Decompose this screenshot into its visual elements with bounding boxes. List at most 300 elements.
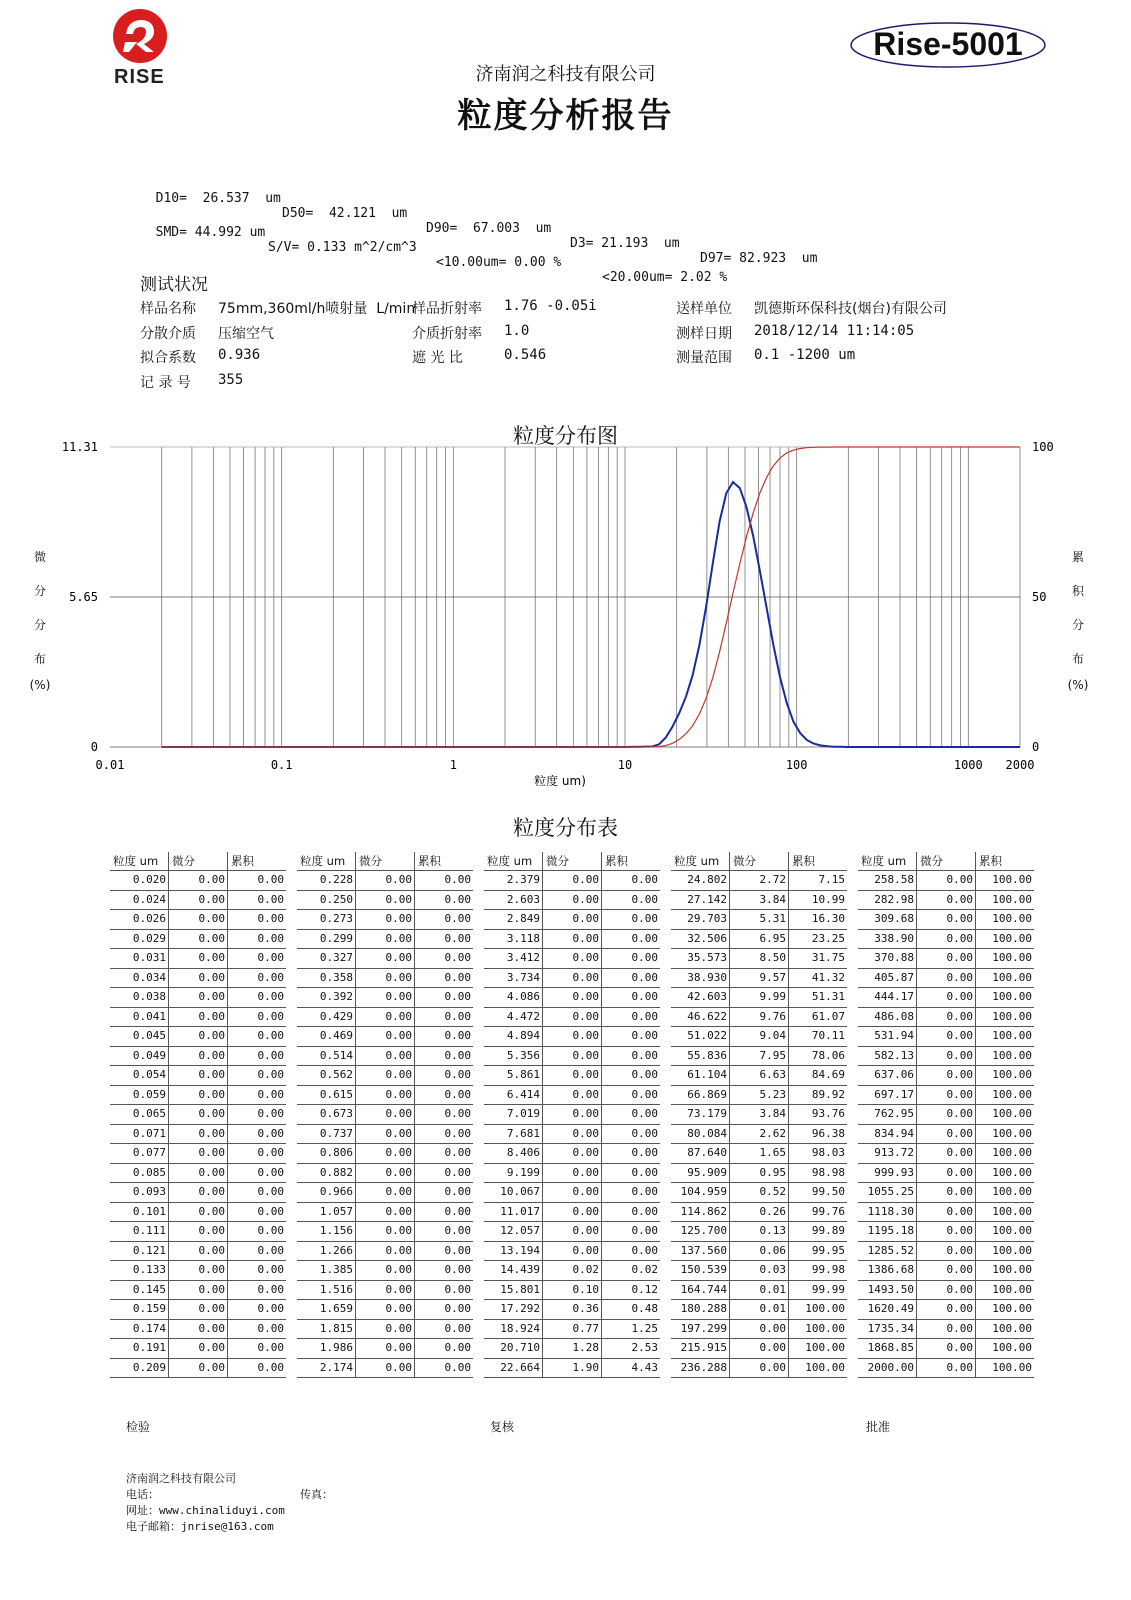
table-cell: 7.019	[484, 1105, 543, 1125]
table-cell: 0.00	[415, 1241, 474, 1261]
table-row	[671, 1183, 847, 1203]
sign-inspect: 检验	[126, 1420, 151, 1434]
table-row	[858, 1085, 1034, 1105]
table-cell: 3.734	[484, 968, 543, 988]
table-row	[484, 910, 660, 930]
table-cell: 100.00	[976, 1124, 1035, 1144]
table-cell: 0.00	[602, 1027, 661, 1047]
table-cell: 164.744	[671, 1280, 730, 1300]
table-row	[484, 1261, 660, 1281]
table-cell: 100.00	[976, 1144, 1035, 1164]
table-cell: 61.104	[671, 1066, 730, 1086]
footer-fax: 传真：	[300, 1488, 333, 1501]
company-name: 济南润之科技有限公司	[475, 64, 656, 85]
table-row	[297, 1280, 473, 1300]
table-cell: 0.00	[356, 1261, 415, 1281]
table-row	[671, 968, 847, 988]
table-row	[858, 1105, 1034, 1125]
table-cell: 100.00	[976, 1066, 1035, 1086]
table-row	[484, 1085, 660, 1105]
table-cell: 0.00	[415, 1027, 474, 1047]
table-cell: 0.145	[110, 1280, 169, 1300]
table-cell: 0.00	[917, 1222, 976, 1242]
footer-website: 网址：www.chinaliduyi.com	[126, 1504, 285, 1517]
table-cell: 100.00	[976, 1261, 1035, 1281]
table-row	[858, 871, 1034, 891]
table-cell: 0.00	[228, 1144, 287, 1164]
table-cell: 5.356	[484, 1046, 543, 1066]
table-cell: 0.00	[169, 1261, 228, 1281]
table-header-cell: 粒度 um	[110, 852, 169, 871]
table-cell: 9.04	[730, 1027, 789, 1047]
table-row	[110, 1163, 286, 1183]
table-cell: 1.25	[602, 1319, 661, 1339]
table-cell: 0.12	[602, 1280, 661, 1300]
table-cell: 0.806	[297, 1144, 356, 1164]
table-cell: 0.00	[917, 1261, 976, 1281]
table-cell: 99.99	[789, 1280, 848, 1300]
table-row	[110, 949, 286, 969]
table-cell: 99.89	[789, 1222, 848, 1242]
table-row	[297, 1124, 473, 1144]
table-row	[858, 1163, 1034, 1183]
table-cell: 0.00	[169, 1007, 228, 1027]
table-cell: 697.17	[858, 1085, 917, 1105]
table-cell: 0.00	[169, 1202, 228, 1222]
table-cell: 42.603	[671, 988, 730, 1008]
table-cell: 0.00	[356, 1027, 415, 1047]
table-cell: 0.36	[543, 1300, 602, 1320]
footer-email: 电子邮箱：jnrise@163.com	[126, 1520, 274, 1533]
table-row	[671, 1144, 847, 1164]
table-cell: 17.292	[484, 1300, 543, 1320]
table-row	[671, 1241, 847, 1261]
table-row	[858, 1339, 1034, 1359]
y-left-label-char: 分	[33, 584, 46, 598]
table-cell: 0.00	[415, 929, 474, 949]
table-cell: 0.00	[602, 1183, 661, 1203]
table-cell: 98.98	[789, 1163, 848, 1183]
table-cell: 0.121	[110, 1241, 169, 1261]
value-obscuration: 0.546	[504, 347, 547, 363]
table-row	[110, 1319, 286, 1339]
table-cell: 0.00	[415, 1066, 474, 1086]
table-cell: 104.959	[671, 1183, 730, 1203]
table-cell: 0.00	[169, 1163, 228, 1183]
table-cell: 0.10	[543, 1280, 602, 1300]
table-cell: 0.00	[228, 949, 287, 969]
table-cell: 0.00	[917, 1339, 976, 1359]
table-cell: 0.00	[602, 1085, 661, 1105]
table-row	[484, 929, 660, 949]
y-left-label-char: 分	[33, 618, 46, 632]
table-cell: 100.00	[976, 1358, 1035, 1378]
table-cell: 0.562	[297, 1066, 356, 1086]
model-name: Rise-5001	[873, 26, 1023, 62]
table-cell: 0.48	[602, 1300, 661, 1320]
table-cell: 0.00	[602, 1222, 661, 1242]
table-cell: 0.00	[543, 1144, 602, 1164]
table-cell: 0.00	[543, 949, 602, 969]
y-right-label-char: 分	[1071, 618, 1084, 632]
table-cell: 0.737	[297, 1124, 356, 1144]
table-cell: 0.00	[602, 1105, 661, 1125]
table-row	[110, 1358, 286, 1378]
table-cell: 0.514	[297, 1046, 356, 1066]
table-cell: 0.392	[297, 988, 356, 1008]
table-cell: 834.94	[858, 1124, 917, 1144]
table-cell: 0.00	[169, 1144, 228, 1164]
table-row	[858, 1222, 1034, 1242]
table-cell: 0.358	[297, 968, 356, 988]
footer-company: 济南润之科技有限公司	[126, 1472, 236, 1485]
table-row	[297, 1183, 473, 1203]
table-block	[484, 852, 660, 1378]
table-cell: 0.00	[169, 1280, 228, 1300]
table-cell: 0.00	[917, 1066, 976, 1086]
table-cell: 0.00	[228, 1339, 287, 1359]
table-cell: 0.00	[228, 1046, 287, 1066]
table-row	[484, 1105, 660, 1125]
table-cell: 0.00	[169, 910, 228, 930]
table-row	[110, 1339, 286, 1359]
table-cell: 0.00	[415, 1319, 474, 1339]
value-medium-ri: 1.0	[504, 323, 530, 339]
label-obscuration: 遮 光 比	[412, 350, 463, 366]
table-cell: 0.00	[602, 1007, 661, 1027]
table-cell: 0.00	[917, 988, 976, 1008]
table-row	[671, 1358, 847, 1378]
table-cell: 0.00	[917, 929, 976, 949]
table-cell: 0.00	[602, 1066, 661, 1086]
table-cell: 0.00	[602, 988, 661, 1008]
table-row	[297, 1144, 473, 1164]
table-cell: 0.00	[415, 1144, 474, 1164]
differential-series-line	[162, 482, 1020, 747]
table-cell: 100.00	[789, 1339, 848, 1359]
table-cell: 0.00	[356, 1163, 415, 1183]
table-row	[484, 1027, 660, 1047]
table-row	[671, 1300, 847, 1320]
table-cell: 0.00	[543, 1241, 602, 1261]
table-cell: 5.861	[484, 1066, 543, 1086]
table-row	[858, 1027, 1034, 1047]
table-row	[858, 929, 1034, 949]
table-cell: 0.00	[415, 1163, 474, 1183]
table-cell: 0.00	[169, 1105, 228, 1125]
table-cell: 582.13	[858, 1046, 917, 1066]
table-cell: 46.622	[671, 1007, 730, 1027]
table-cell: 96.38	[789, 1124, 848, 1144]
table-row	[110, 968, 286, 988]
y-left-label-char: 布	[33, 652, 46, 666]
table-cell: 8.406	[484, 1144, 543, 1164]
table-cell: 0.00	[356, 1280, 415, 1300]
table-cell: 0.299	[297, 929, 356, 949]
table-cell: 1.385	[297, 1261, 356, 1281]
x-tick-label: 2000	[1005, 758, 1035, 772]
table-header-cell: 微分	[543, 852, 602, 871]
table-cell: 0.00	[356, 949, 415, 969]
table-row	[858, 1202, 1034, 1222]
table-cell: 0.00	[602, 1202, 661, 1222]
table-row	[671, 929, 847, 949]
table-cell: 0.00	[228, 1300, 287, 1320]
table-cell: 913.72	[858, 1144, 917, 1164]
label-sender: 送样单位	[676, 301, 732, 317]
table-cell: 0.209	[110, 1358, 169, 1378]
table-cell: 0.00	[917, 1105, 976, 1125]
table-cell: 100.00	[789, 1300, 848, 1320]
table-cell: 0.00	[543, 968, 602, 988]
table-cell: 6.414	[484, 1085, 543, 1105]
table-cell: 9.76	[730, 1007, 789, 1027]
table-row	[297, 1300, 473, 1320]
table-cell: 51.31	[789, 988, 848, 1008]
value-sample-name: 75mm,360ml/h喷射量 L/min	[218, 301, 416, 317]
table-cell: 0.00	[602, 1124, 661, 1144]
table-cell: 6.63	[730, 1066, 789, 1086]
y-right-label-char: 积	[1071, 584, 1084, 598]
stat-lt20: <20.00um= 2.02 %	[602, 270, 728, 285]
table-cell: 0.966	[297, 1183, 356, 1203]
table-cell: 0.00	[228, 871, 287, 891]
label-medium-ri: 介质折射率	[412, 326, 482, 342]
table-row	[858, 1241, 1034, 1261]
stat-d50: D50= 42.121 um	[282, 206, 408, 221]
table-cell: 12.057	[484, 1222, 543, 1242]
table-cell: 0.077	[110, 1144, 169, 1164]
table-cell: 100.00	[976, 1319, 1035, 1339]
table-cell: 1.659	[297, 1300, 356, 1320]
table-cell: 0.00	[602, 910, 661, 930]
label-sample-ri: 样品折射率	[412, 301, 482, 317]
table-cell: 0.00	[169, 1319, 228, 1339]
table-row	[484, 1202, 660, 1222]
table-cell: 31.75	[789, 949, 848, 969]
y-right-tick-label: 100	[1032, 440, 1054, 454]
table-cell: 180.288	[671, 1300, 730, 1320]
table-cell: 23.25	[789, 929, 848, 949]
table-cell: 0.00	[169, 1339, 228, 1359]
table-cell: 100.00	[976, 1105, 1035, 1125]
table-cell: 51.022	[671, 1027, 730, 1047]
x-tick-label: 0.01	[95, 758, 125, 772]
y-left-label-char: 微	[33, 550, 46, 564]
table-row	[484, 890, 660, 910]
table-row	[671, 1007, 847, 1027]
table-cell: 98.03	[789, 1144, 848, 1164]
y-left-tick-label: 5.65	[69, 590, 98, 605]
table-cell: 0.00	[917, 1046, 976, 1066]
table-row	[671, 1124, 847, 1144]
table-cell: 99.50	[789, 1183, 848, 1203]
table-header-cell: 微分	[356, 852, 415, 871]
table-cell: 100.00	[976, 910, 1035, 930]
value-sender: 凯德斯环保科技(烟台)有限公司	[754, 301, 947, 317]
table-cell: 0.071	[110, 1124, 169, 1144]
table-cell: 1386.68	[858, 1261, 917, 1281]
particle-size-chart	[0, 440, 1131, 800]
table-cell: 0.00	[228, 1066, 287, 1086]
conditions-heading: 测试状况	[140, 275, 208, 295]
table-cell: 35.573	[671, 949, 730, 969]
table-cell: 9.199	[484, 1163, 543, 1183]
table-row	[484, 1163, 660, 1183]
y-left-tick-label: 0	[90, 740, 98, 754]
y-right-tick-label: 0	[1032, 740, 1040, 754]
table-row	[858, 1358, 1034, 1378]
x-tick-label: 0.1	[270, 758, 293, 772]
table-row	[858, 1046, 1034, 1066]
table-cell: 0.00	[543, 871, 602, 891]
table-cell: 0.95	[730, 1163, 789, 1183]
table-cell: 0.00	[917, 1202, 976, 1222]
x-tick-label: 1000	[953, 758, 983, 772]
label-sample-name: 样品名称	[140, 301, 196, 317]
table-row	[484, 1280, 660, 1300]
table-cell: 0.00	[917, 1241, 976, 1261]
table-cell: 0.250	[297, 890, 356, 910]
table-cell: 0.00	[602, 949, 661, 969]
table-cell: 14.439	[484, 1261, 543, 1281]
table-cell: 0.085	[110, 1163, 169, 1183]
stat-d90: D90= 67.003 um	[426, 221, 552, 236]
table-header-row	[671, 852, 847, 871]
table-row	[858, 910, 1034, 930]
table-cell: 2.603	[484, 890, 543, 910]
table-cell: 0.00	[169, 1358, 228, 1378]
table-row	[484, 871, 660, 891]
table-header-cell: 微分	[730, 852, 789, 871]
table-cell: 0.00	[543, 1163, 602, 1183]
table-row	[110, 929, 286, 949]
table-cell: 309.68	[858, 910, 917, 930]
table-cell: 0.00	[169, 1124, 228, 1144]
y-right-label-char: 累	[1071, 550, 1084, 564]
table-cell: 5.23	[730, 1085, 789, 1105]
table-cell: 0.00	[169, 890, 228, 910]
table-cell: 197.299	[671, 1319, 730, 1339]
table-cell: 0.00	[356, 1007, 415, 1027]
table-row	[671, 988, 847, 1008]
table-row	[858, 1319, 1034, 1339]
sign-review: 复核	[490, 1420, 515, 1434]
table-cell: 38.930	[671, 968, 730, 988]
table-cell: 1493.50	[858, 1280, 917, 1300]
table-cell: 2000.00	[858, 1358, 917, 1378]
table-cell: 0.00	[356, 968, 415, 988]
table-cell: 1055.25	[858, 1183, 917, 1203]
table-cell: 1.65	[730, 1144, 789, 1164]
value-record: 355	[218, 372, 244, 388]
table-cell: 0.228	[297, 871, 356, 891]
table-cell: 0.00	[228, 1261, 287, 1281]
table-row	[297, 1339, 473, 1359]
table-row	[297, 1085, 473, 1105]
table-header-cell: 粒度 um	[297, 852, 356, 871]
table-cell: 13.194	[484, 1241, 543, 1261]
table-cell: 0.00	[415, 1280, 474, 1300]
table-cell: 1868.85	[858, 1339, 917, 1359]
table-cell: 114.862	[671, 1202, 730, 1222]
table-cell: 100.00	[789, 1319, 848, 1339]
table-row	[671, 1085, 847, 1105]
value-medium: 压缩空气	[218, 326, 274, 342]
table-cell: 0.00	[356, 988, 415, 1008]
table-cell: 405.87	[858, 968, 917, 988]
table-cell: 150.539	[671, 1261, 730, 1281]
table-cell: 100.00	[976, 871, 1035, 891]
table-row	[858, 1066, 1034, 1086]
table-row	[110, 1300, 286, 1320]
table-block	[297, 852, 473, 1378]
table-cell: 32.506	[671, 929, 730, 949]
table-row	[484, 1144, 660, 1164]
table-cell: 999.93	[858, 1163, 917, 1183]
table-cell: 0.054	[110, 1066, 169, 1086]
table-row	[484, 1358, 660, 1378]
table-cell: 0.00	[917, 1007, 976, 1027]
table-cell: 0.00	[228, 1358, 287, 1378]
table-header-row	[297, 852, 473, 871]
table-row	[858, 1261, 1034, 1281]
table-row	[297, 1007, 473, 1027]
table-cell: 0.049	[110, 1046, 169, 1066]
y-left-label-char: (%)	[29, 678, 51, 692]
table-row	[671, 1202, 847, 1222]
table-row	[484, 949, 660, 969]
table-cell: 0.13	[730, 1222, 789, 1242]
table-cell: 1620.49	[858, 1300, 917, 1320]
table-cell: 10.99	[789, 890, 848, 910]
table-cell: 100.00	[976, 1202, 1035, 1222]
table-cell: 0.00	[356, 1241, 415, 1261]
table-cell: 0.020	[110, 871, 169, 891]
stat-sv: S/V= 0.133 m^2/cm^3	[268, 240, 417, 255]
table-row	[110, 1124, 286, 1144]
table-cell: 1195.18	[858, 1222, 917, 1242]
table-cell: 258.58	[858, 871, 917, 891]
table-cell: 100.00	[976, 988, 1035, 1008]
table-row	[297, 1261, 473, 1281]
table-cell: 0.00	[543, 1183, 602, 1203]
table-cell: 16.30	[789, 910, 848, 930]
table-row	[484, 1339, 660, 1359]
table-row	[484, 1222, 660, 1242]
table-cell: 0.133	[110, 1261, 169, 1281]
table-cell: 0.00	[917, 1124, 976, 1144]
table-cell: 0.00	[228, 910, 287, 930]
label-fit: 拟合系数	[140, 350, 196, 366]
table-cell: 0.00	[415, 871, 474, 891]
table-cell: 0.00	[169, 968, 228, 988]
table-cell: 215.915	[671, 1339, 730, 1359]
table-header-cell: 累积	[228, 852, 287, 871]
table-cell: 236.288	[671, 1358, 730, 1378]
table-cell: 0.00	[169, 1300, 228, 1320]
table-cell: 0.06	[730, 1241, 789, 1261]
table-cell: 3.118	[484, 929, 543, 949]
table-cell: 95.909	[671, 1163, 730, 1183]
table-cell: 4.472	[484, 1007, 543, 1027]
table-cell: 0.673	[297, 1105, 356, 1125]
table-cell: 0.00	[543, 890, 602, 910]
table-cell: 0.00	[228, 1222, 287, 1242]
table-cell: 0.00	[730, 1339, 789, 1359]
table-cell: 0.00	[228, 890, 287, 910]
table-cell: 80.084	[671, 1124, 730, 1144]
